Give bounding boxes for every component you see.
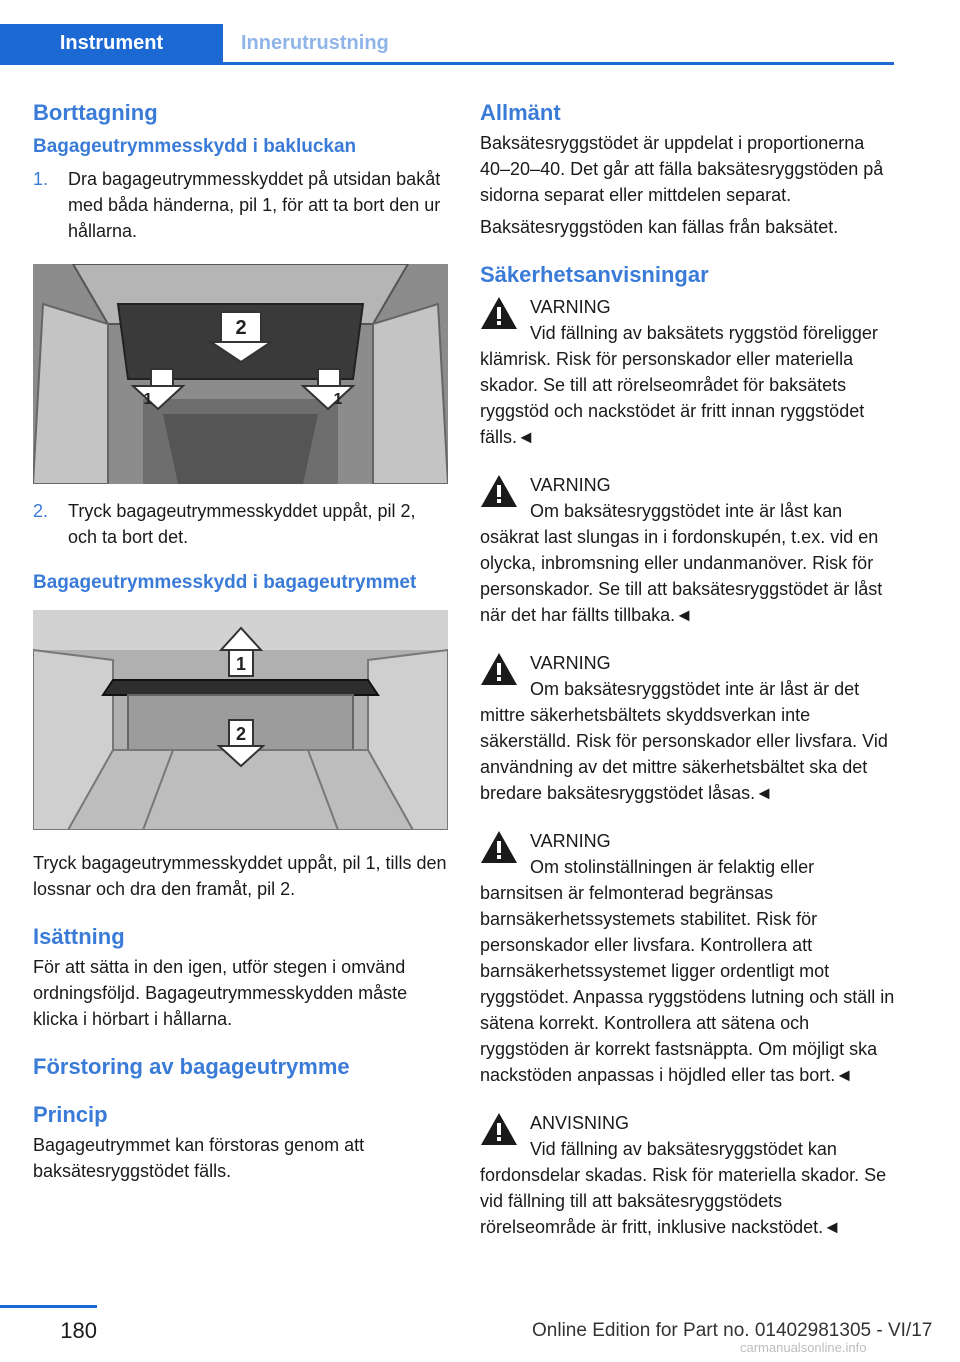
arrow-1-label: 1	[235, 654, 247, 674]
warning-block-2	[480, 472, 898, 628]
subheading-tailgate-cover: Bagageutrymmesskydd i bakluckan	[33, 136, 357, 157]
warning-block-4	[480, 828, 898, 1088]
step-number: 1.	[33, 169, 49, 189]
heading-general: Allmänt	[480, 100, 561, 125]
subheading-cargo-cover: Bagageutrymmesskydd i bagageutrymmet	[33, 572, 417, 593]
principle-text: Bagageutrymmet kan förstoras genom att baksätesryggstödet fälls.	[33, 1135, 365, 1181]
removal-steps-cont	[33, 498, 448, 550]
warning-text: Om baksätesryggstödet inte är låst kan osäkrat last slungas in i fordonskupén, t.ex. vid en olycka, inbromsning eller undanmanöver. Risk för personskador. Se till att baksätesryggstödet är låst när det har fällts tillbaka.◄	[480, 501, 883, 625]
arrow-1-right-label: 1	[333, 391, 343, 408]
notice-title: ANVISNING	[530, 1113, 630, 1133]
install-text: För att sätta in den igen, utför stegen i omvänd ordningsföljd. Bagageutrymmesskydden måste klicka i hörbart i hållarna.	[33, 957, 408, 1029]
warning-block-1	[480, 294, 898, 450]
warning-triangle-icon	[480, 474, 518, 508]
warning-triangle-icon	[480, 296, 518, 330]
step-1	[33, 166, 448, 244]
heading-principle: Princip	[33, 1102, 108, 1127]
warning-text: Vid fällning av baksätets ryggstöd föreligger klämrisk. Risk för personskador eller materiella skador. Se till att rörelseområdet för baksätets ryggstöd och nackstödet är fritt innan ryggstödet fälls.◄	[480, 323, 878, 447]
notice-block	[480, 1110, 898, 1240]
warning-title: VARNING	[530, 297, 611, 317]
step-2	[33, 498, 448, 550]
warning-title: VARNING	[530, 831, 611, 851]
page-number: 180	[0, 1305, 97, 1344]
tailgate-cover-svg	[33, 264, 448, 484]
left-column	[33, 100, 448, 1184]
warning-block-3	[480, 650, 898, 806]
notice-triangle-icon	[480, 1112, 518, 1146]
tab-innerutrustning[interactable]: Innerutrustning	[241, 32, 389, 54]
cargo-cover-text: Tryck bagageutrymmesskyddet uppåt, pil 1, tills den lossnar och dra den framåt, pil 2.	[33, 853, 447, 899]
heading-removal: Borttagning	[33, 100, 158, 125]
tailgate-cover-illustration	[33, 264, 448, 484]
step-text: Tryck bagageutrymmesskyddet uppåt, pil 2, och ta bort det.	[68, 501, 416, 547]
warning-triangle-icon	[480, 652, 518, 686]
cargo-cover-illustration	[33, 610, 448, 830]
warning-triangle-icon	[480, 830, 518, 864]
arrow-2-label: 2	[235, 317, 247, 339]
tab-instrument[interactable]: Instrument	[0, 24, 223, 62]
arrow-2-label: 2	[235, 724, 247, 744]
step-text: Dra bagageutrymmesskyddet på utsidan bakåt med båda händerna, pil 1, för att ta bort den ur hållarna.	[68, 169, 441, 241]
step-number: 2.	[33, 501, 49, 521]
watermark: carmanualsonline.info	[740, 1340, 867, 1355]
notice-text: Vid fällning av baksätesryggstödet kan fordonsdelar skadas. Risk för materiella skador. Se vid fällning till att baksätesryggstödets rörelseområde är fritt, inklusive nackstödet.◄	[480, 1139, 887, 1237]
general-paragraph-2: Baksätesryggstöden kan fällas från baksätet.	[480, 217, 839, 237]
right-column	[480, 100, 898, 1262]
heading-enlarge-cargo: Förstoring av bagageutrymme	[33, 1054, 350, 1079]
warning-title: VARNING	[530, 653, 611, 673]
warning-title: VARNING	[530, 475, 611, 495]
warning-text: Om baksätesryggstödet inte är låst är det mittre säkerhetsbältets skyddsverkan inte säkerställd. Risk för personskador eller livsfara. Vid användning av det mittre säkerhetsbältet ska det bredare baksätesryggstödet låsas.◄	[480, 679, 888, 803]
arrow-1-left-label: 1	[143, 391, 153, 408]
heading-safety: Säkerhetsanvisningar	[480, 262, 709, 287]
cargo-cover-svg	[33, 610, 448, 830]
heading-install: Isättning	[33, 924, 125, 949]
removal-steps	[33, 166, 448, 244]
warning-text: Om stolinställningen är felaktig eller barnsitsen är felmonterad begränsas barnsäkerhetssystemets stabilitet. Risk för personskador eller livsfara. Kontrollera att barnsäkerhetssystemet ligger ordentligt mot ryggstödet. Anpassa ryggstödens lutning och ställ in sätena korrekt. Kontrollera att sätena och ryggstöden är korrekt fastsnäppta. Om möjligt ska nackstöden anpassas i höjdled eller tas bort.◄	[480, 857, 895, 1085]
chapter-tabbar	[0, 24, 894, 65]
edition-footer: Online Edition for Part no. 01402981305 - VI/17	[532, 1320, 933, 1341]
general-paragraph-1: Baksätesryggstödet är uppdelat i proportionerna 40–20–40. Det går att fälla baksätesryggstöden på sidorna separat eller mittdelen separat.	[480, 133, 884, 205]
